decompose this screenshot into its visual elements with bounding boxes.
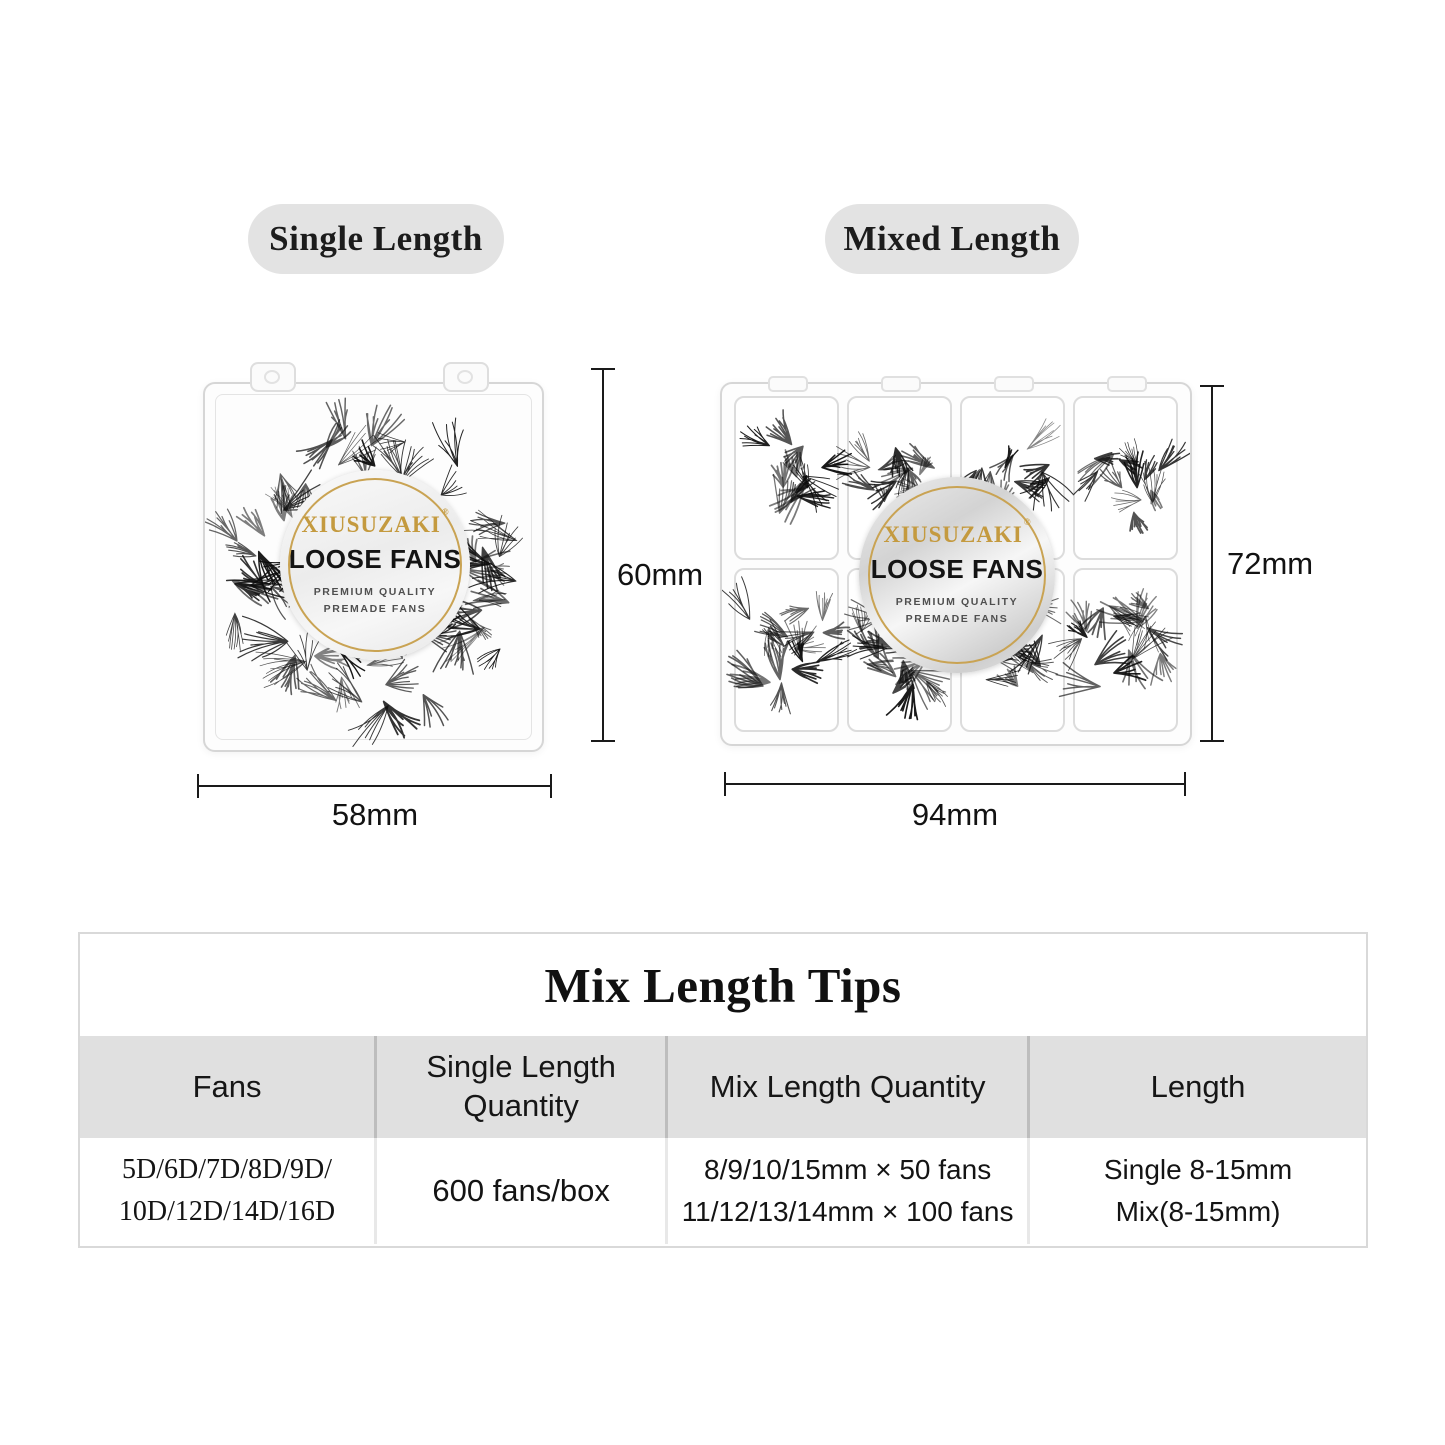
label-subtitle-line1: PREMIUM QUALITY xyxy=(313,586,437,599)
compartment xyxy=(1073,568,1178,732)
product-name: LOOSE FANS xyxy=(288,544,462,575)
cell-fans: 5D/6D/7D/8D/9D/ 10D/12D/14D/16D xyxy=(80,1138,374,1244)
col-header-length: Length xyxy=(1027,1036,1366,1138)
cell-single-length-quantity: 600 fans/box xyxy=(374,1138,665,1244)
col-header-fans: Fans xyxy=(80,1036,374,1138)
dim-label-mixed-height: 72mm xyxy=(1227,546,1314,581)
badge-mixed-length-label: Mixed Length xyxy=(843,219,1061,258)
cell-length: Single 8-15mm Mix(8-15mm) xyxy=(1027,1138,1366,1244)
hinge-tab-icon xyxy=(443,362,489,392)
dim-line-single-height xyxy=(602,368,604,742)
registered-mark: ® xyxy=(441,506,450,517)
dim-label-mixed-width: 94mm xyxy=(911,797,999,832)
gold-ring-icon xyxy=(868,486,1046,664)
mix-length-tips-table xyxy=(78,932,1368,1248)
compartment xyxy=(1073,396,1178,560)
label-subtitle-line1: PREMIUM QUALITY xyxy=(895,596,1019,609)
hinge-tab-icon xyxy=(250,362,296,392)
badge-single-length xyxy=(248,204,504,274)
badge-single-length-label: Single Length xyxy=(269,219,483,258)
dim-line-mixed-height xyxy=(1211,385,1213,742)
hinge-knob-icon xyxy=(264,370,280,384)
dim-line-mixed-width xyxy=(724,783,1186,785)
compartment xyxy=(734,568,839,732)
label-subtitle-line2: PREMADE FANS xyxy=(323,602,427,615)
single-length-box xyxy=(203,382,544,752)
mixed-length-box xyxy=(720,382,1192,746)
label-subtitle-line2: PREMADE FANS xyxy=(905,612,1009,625)
cell-mix-length-quantity: 8/9/10/15mm × 50 fans 11/12/13/14mm × 100 fans xyxy=(665,1138,1027,1244)
col-header-single-length-quantity: Single Length Quantity xyxy=(374,1036,665,1138)
brand-label xyxy=(859,477,1055,673)
hinge-knob-icon xyxy=(457,370,473,384)
badge-mixed-length xyxy=(825,204,1079,274)
gold-ring-icon xyxy=(288,478,462,652)
brand-label xyxy=(280,470,470,660)
dim-label-single-height: 60mm xyxy=(617,557,704,592)
table-title: Mix Length Tips xyxy=(544,957,902,1013)
dim-label-single-width: 58mm xyxy=(331,797,419,832)
brand-name: XIUSUZAKI® xyxy=(883,516,1032,548)
dim-line-single-width xyxy=(197,785,552,787)
product-name: LOOSE FANS xyxy=(870,554,1044,585)
col-header-mix-length-quantity: Mix Length Quantity xyxy=(665,1036,1027,1138)
registered-mark: ® xyxy=(1023,516,1032,527)
compartment xyxy=(734,396,839,560)
brand-name: XIUSUZAKI® xyxy=(301,506,450,538)
